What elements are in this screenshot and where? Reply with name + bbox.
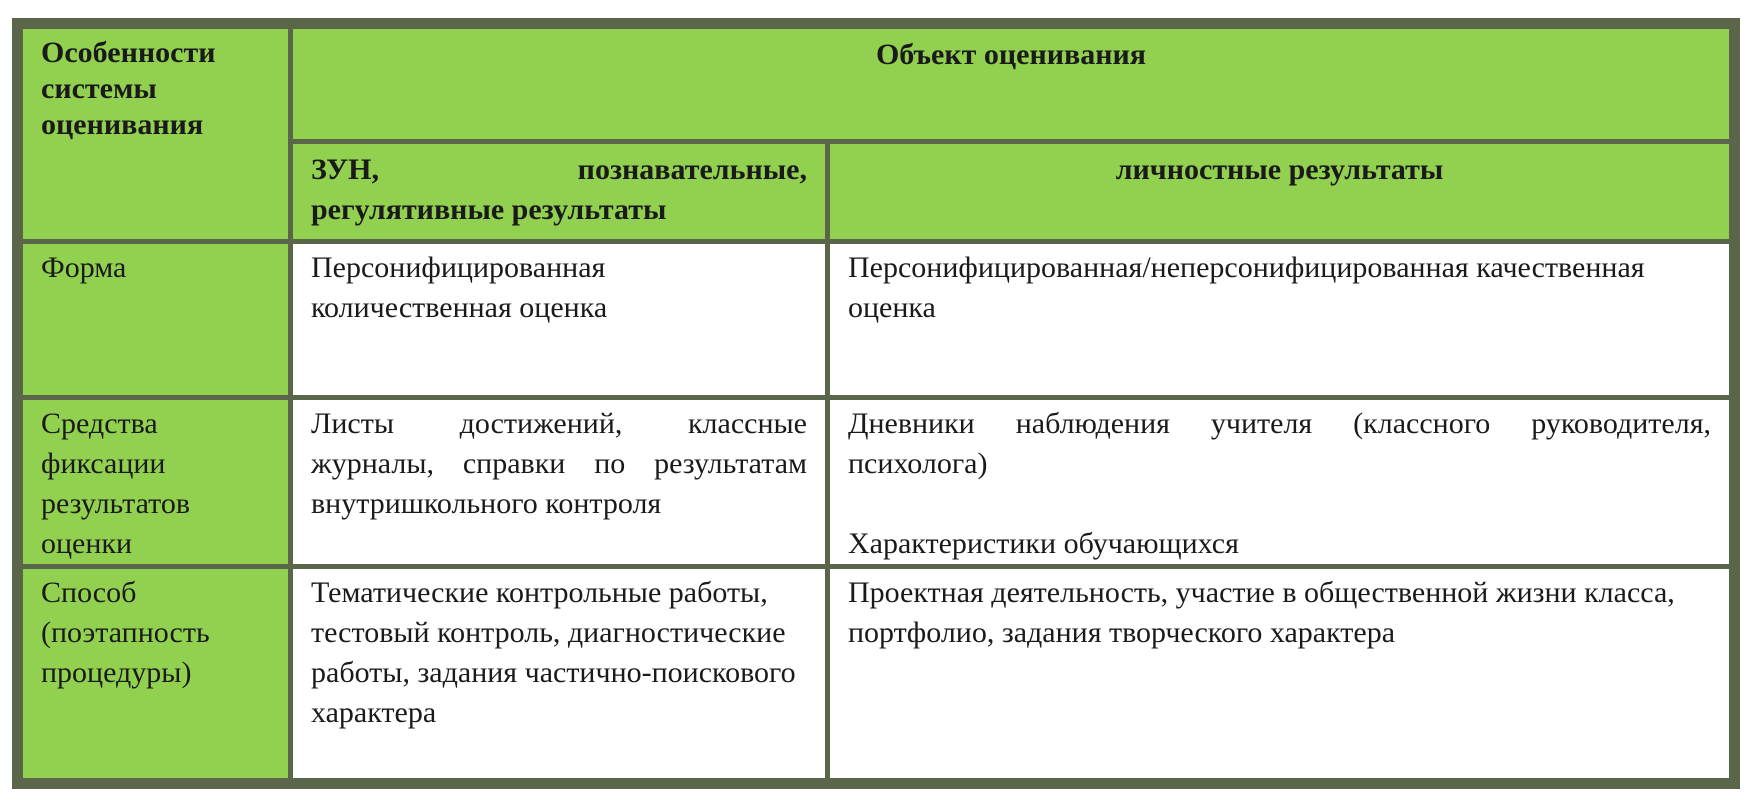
- header-object-cell: Объект оценивания: [293, 29, 1729, 139]
- assessment-table: [18, 24, 1734, 783]
- cell-form-zun: Персонифицированная количественная оценка: [293, 244, 825, 395]
- table-row: [23, 400, 1729, 564]
- means-personal-text: Дневники наблюдения учителя (классного руководителя, психолога): [848, 407, 1711, 480]
- header-personal-cell: личностные результаты: [830, 144, 1729, 239]
- row-label-means: Средства фиксации результатов оценки: [23, 400, 288, 564]
- header-zun-cell: ЗУН, познавательные, регулятивные результаты: [293, 144, 825, 239]
- cell-method-personal: Проектная деятельность, участие в общественной жизни класса, портфолио, задания творческого характера: [830, 569, 1729, 778]
- table-row: [23, 244, 1729, 395]
- paragraph-gap: [848, 484, 1711, 524]
- cell-means-personal: [830, 400, 1729, 564]
- means-personal-extra-text: Характеристики обучающихся: [848, 527, 1239, 560]
- header-features-cell: Особенности системы оценивания: [23, 29, 288, 239]
- row-label-method: Способ (поэтапность процедуры): [23, 569, 288, 778]
- cell-form-personal: Персонифицированная/неперсонифицированная качественная оценка: [830, 244, 1729, 395]
- assessment-table-container: [12, 18, 1740, 789]
- cell-means-zun: Листы достижений, классные журналы, справки по результатам внутришкольного контроля: [293, 400, 825, 564]
- table-row: [23, 569, 1729, 778]
- row-label-form: Форма: [23, 244, 288, 395]
- cell-method-zun: Тематические контрольные работы, тестовый контроль, диагностические работы, задания частично-поискового характера: [293, 569, 825, 778]
